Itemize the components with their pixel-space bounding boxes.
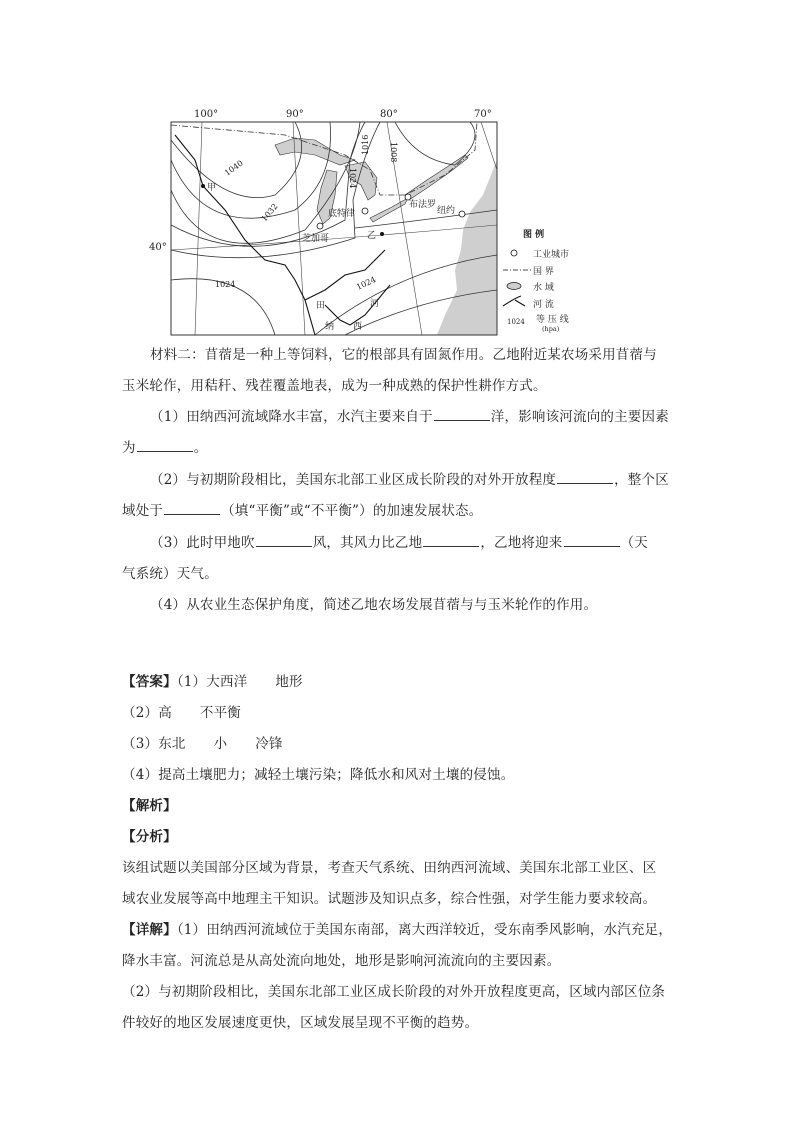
q-text: ，整个区 bbox=[614, 472, 669, 488]
jiexi-heading bbox=[122, 794, 177, 814]
isobar-label: 1024 bbox=[348, 168, 357, 189]
fenxi-heading bbox=[122, 825, 177, 845]
lake-superior bbox=[275, 138, 355, 165]
answer-blank bbox=[256, 533, 312, 547]
answer-line-2 bbox=[122, 701, 241, 721]
question-4: （4）从农业生态保护角度，简述乙地农场发展苜蓿与与玉米轮作的作用。 bbox=[150, 597, 598, 613]
legend-unit: (hpa) bbox=[542, 325, 560, 333]
question-2-cont bbox=[122, 499, 482, 519]
detail-text: （1）田纳西河流域位于美国东南部，离大西洋较近，受东南季风影响，水汽充足， bbox=[176, 922, 673, 938]
city-icon bbox=[317, 223, 323, 229]
answer-line-3 bbox=[122, 732, 283, 752]
isobar-label: 1008 bbox=[389, 142, 398, 163]
detail-text: （2）与初期阶段相比，美国东北部工业区成长阶段的对外开放程度更高，区域内部区位条 bbox=[122, 984, 666, 1000]
lon-100: 100° bbox=[194, 109, 219, 120]
water-icon bbox=[507, 283, 521, 290]
river-label: 河 bbox=[370, 299, 380, 309]
river-icon bbox=[503, 296, 525, 306]
detail-text: 件较好的地区发展速度更快，区域发展呈现不平衡的趋势。 bbox=[122, 1015, 479, 1031]
q-text: （天 bbox=[620, 535, 648, 551]
question-1 bbox=[150, 405, 669, 425]
q-text: 。 bbox=[193, 440, 208, 456]
answer-text: 地形 bbox=[275, 674, 303, 690]
weather-map bbox=[149, 100, 625, 340]
q-text: 域处于 bbox=[122, 503, 164, 519]
heading-text: 【分析】 bbox=[122, 829, 177, 845]
city-icon bbox=[459, 211, 465, 217]
place-yi: 乙 bbox=[367, 231, 377, 241]
answer-blank bbox=[164, 501, 220, 515]
ocean-area bbox=[437, 160, 497, 335]
city-buffalo: 布法罗 bbox=[409, 200, 437, 210]
legend-item: 工业城市 bbox=[533, 250, 570, 260]
answer-line-1 bbox=[122, 670, 303, 690]
lake-erie bbox=[370, 198, 408, 222]
river-label: 田 bbox=[316, 301, 326, 311]
lon-90: 90° bbox=[286, 109, 304, 120]
answer-blank bbox=[564, 533, 620, 547]
answer-text: （2）高 bbox=[122, 705, 172, 721]
analysis-text: 域农业发展等高中地理主干知识。试题涉及知识点多，综合性强，对学生能力要求较高。 bbox=[122, 891, 657, 907]
answer-label: 【答案】 bbox=[122, 674, 177, 690]
answer-blank bbox=[434, 407, 490, 421]
answer-text: 冷锋 bbox=[255, 736, 283, 752]
place-jia: 甲 bbox=[207, 183, 217, 193]
city-detroit: 底特律 bbox=[328, 209, 356, 219]
q-text: （填“平衡”或“不平衡”）的加速发展状态。 bbox=[221, 503, 483, 519]
q-text: 洋，影响该河流向的主要因素 bbox=[490, 409, 669, 425]
lon-80: 80° bbox=[380, 109, 398, 120]
map-legend bbox=[503, 228, 569, 333]
q-text: 风，其风力比乙地 bbox=[312, 535, 423, 551]
q-text: 为 bbox=[122, 440, 136, 456]
legend-title: 图 例 bbox=[523, 230, 545, 240]
river-label: 西 bbox=[353, 322, 363, 332]
isobar-label: 1024 bbox=[355, 275, 378, 292]
question-3-cont: 气系统）天气。 bbox=[122, 566, 218, 582]
river-label: 纳 bbox=[325, 322, 335, 332]
question-1-cont bbox=[122, 436, 207, 456]
q-text: ，乙地将迎来 bbox=[480, 535, 563, 551]
city-newyork: 纽约 bbox=[437, 206, 456, 216]
city-icon bbox=[362, 208, 368, 214]
legend-item: 等 压 线 bbox=[536, 315, 569, 325]
analysis-text: 该组试题以美国部分区域为背景，考查天气系统、田纳西河流域、美国东北部工业区、区 bbox=[122, 860, 657, 876]
answer-blank bbox=[137, 438, 193, 452]
isobar-label: 1040 bbox=[222, 158, 245, 178]
lat-40: 40° bbox=[149, 242, 167, 253]
legend-item: 国 界 bbox=[533, 267, 554, 277]
answer-text: 不平衡 bbox=[199, 705, 241, 721]
answer-text: （1）大西洋 bbox=[176, 674, 248, 690]
lon-70: 70° bbox=[474, 109, 492, 120]
heading-text: 【解析】 bbox=[122, 798, 177, 814]
question-2 bbox=[150, 468, 669, 488]
q-text: （3）此时甲地吹 bbox=[150, 535, 255, 551]
isobar-label: 1024 bbox=[215, 280, 236, 289]
detail-label: 【详解】 bbox=[122, 922, 177, 938]
material-text: 材料二：苜蓿是一种上等饲料，它的根部具有固氮作用。乙地附近某农场采用苜蓿与 bbox=[150, 347, 657, 363]
answer-line-4: （4）提高土壤肥力；减轻土壤污染；降低水和风对土壤的侵蚀。 bbox=[122, 767, 515, 783]
isobar-label: 1032 bbox=[259, 201, 280, 224]
legend-item: 水 域 bbox=[533, 283, 554, 293]
detail-text: 降水丰富。河流总是从高处流向地处，地形是影响河流流向的主要因素。 bbox=[122, 953, 561, 969]
question-3 bbox=[150, 531, 648, 551]
q-text: （1）田纳西河流域降水丰富，水汽主要来自于 bbox=[150, 409, 433, 425]
material-text: 玉米轮作，用秸秆、残茬覆盖地表，成为一种成熟的保护性耕作方式。 bbox=[122, 378, 547, 394]
q-text: （2）与初期阶段相比，美国东北部工业区成长阶段的对外开放程度 bbox=[150, 472, 557, 488]
detail-line bbox=[122, 918, 672, 938]
answer-text: （3）东北 bbox=[122, 736, 186, 752]
answer-blank bbox=[557, 470, 613, 484]
answer-blank bbox=[423, 533, 479, 547]
isobar-label: 1016 bbox=[361, 134, 370, 155]
city-icon bbox=[511, 250, 517, 256]
city-chicago: 芝加哥 bbox=[302, 234, 330, 244]
answer-text: 小 bbox=[213, 736, 228, 752]
isobar-sample: 1024 bbox=[507, 318, 525, 326]
legend-item: 河 流 bbox=[533, 300, 554, 310]
